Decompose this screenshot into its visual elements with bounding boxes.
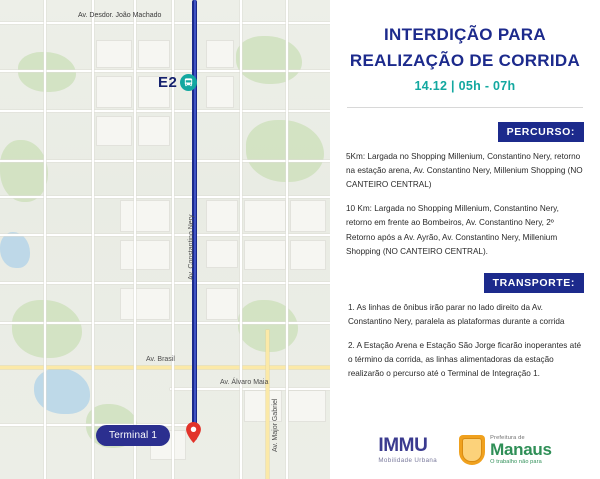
terminal-label[interactable]: Terminal 1: [96, 425, 170, 446]
map-road: [0, 22, 330, 24]
map-road: [0, 70, 330, 72]
station-marker-e2[interactable]: [158, 74, 197, 91]
percurso-item-10km: 10 Km: Largada no Shopping Millenium, Constantino Nery, retorno em frente ao Bombeiros, Av. Constantino Nery, 2º Retorno após a Av. Ayrão, Av. Constantino Nery, Millenium Shopping (NO CANTEIRO CENTRAL).: [346, 204, 559, 256]
city-block: [96, 40, 132, 68]
city-block: [206, 288, 238, 320]
prefeitura-label: Prefeitura de: [490, 435, 525, 441]
page-title-line1: INTERDIÇÃO PARA: [384, 25, 546, 44]
city-block: [206, 240, 238, 268]
city-block: [244, 240, 286, 270]
section-heading-transporte: [346, 273, 584, 293]
city-block: [138, 116, 170, 146]
city-name: Manaus: [490, 440, 552, 459]
immu-logo: [378, 436, 437, 464]
title-block: [330, 0, 600, 93]
map-label-av-brasil: Av. Brasil: [146, 356, 175, 363]
city-block: [120, 288, 170, 320]
manaus-logo-text: [490, 435, 552, 465]
percurso-badge: PERCURSO:: [498, 122, 584, 142]
transporte-item-1: 1. As linhas de ônibus irão parar no lado direito da Av. Constantino Nery, paralela as plataformas durante a corrida: [348, 302, 565, 326]
map-road: [134, 0, 136, 479]
map-road: [0, 196, 330, 198]
city-slogan: O trabalho não para: [490, 459, 542, 465]
coat-of-arms-icon: [459, 435, 485, 465]
info-panel: [330, 0, 600, 479]
map-road: [0, 282, 330, 284]
city-block: [244, 200, 286, 232]
map-road: [0, 160, 330, 162]
immu-logo-sub: Mobilidade Urbana: [378, 457, 438, 464]
map-label-constantino-nery: Av. Constantino Nery: [188, 214, 195, 280]
station-label: E2: [158, 74, 178, 91]
city-block: [206, 200, 238, 232]
map-highway: [0, 366, 330, 369]
immu-logo-name: IMMU: [378, 435, 428, 456]
city-block: [138, 40, 170, 68]
city-block: [96, 76, 132, 108]
percurso-item-5km: 5Km: Largada no Shopping Millenium, Constantino Nery, retorno na estação arena, Av. Constantino Nery, Millenium Shopping (NO CANTEIRO CENTRAL): [346, 152, 583, 190]
map-road: [240, 0, 242, 479]
coat-of-arms-inner: [462, 438, 482, 462]
map-road: [92, 0, 94, 479]
city-block: [288, 390, 326, 422]
page-title-line2: REALIZAÇÃO DE CORRIDA: [349, 50, 581, 70]
city-block: [206, 40, 234, 68]
footer-logos: [330, 435, 600, 465]
map-label-major-gabriel: Av. Major Gabriel: [272, 398, 279, 452]
city-block: [290, 240, 326, 270]
map-road: [172, 0, 174, 479]
transporte-badge: TRANSPORTE:: [484, 273, 584, 293]
map-label-alvaro-maia: Av. Álvaro Maia: [220, 379, 269, 386]
map-label-desdor-joao-machado: Av. Desdor. João Machado: [78, 12, 162, 19]
manaus-logo: [459, 435, 552, 465]
city-block: [206, 76, 234, 108]
city-block: [290, 200, 326, 232]
divider: [347, 107, 583, 108]
city-block: [120, 240, 170, 270]
map-highway: [266, 330, 269, 479]
map-pin-icon[interactable]: [186, 422, 201, 443]
transporte-item-2: 2. A Estação Arena e Estação São Jorge ficarão inoperantes até o término da corrida, as linhas alimentadoras da estação realizarão o percurso até o Terminal de Integração 1.: [348, 340, 582, 379]
map-road: [0, 110, 330, 112]
bus-icon: [180, 74, 197, 91]
park-area: [18, 52, 76, 92]
map-road: [0, 234, 330, 236]
section-heading-percurso: [346, 122, 584, 142]
map-road: [44, 0, 46, 479]
city-block: [120, 200, 170, 232]
event-date: 14.12 | 05h - 07h: [414, 79, 516, 93]
city-block: [96, 116, 132, 146]
map-road: [286, 0, 288, 479]
map-road: [0, 322, 330, 324]
